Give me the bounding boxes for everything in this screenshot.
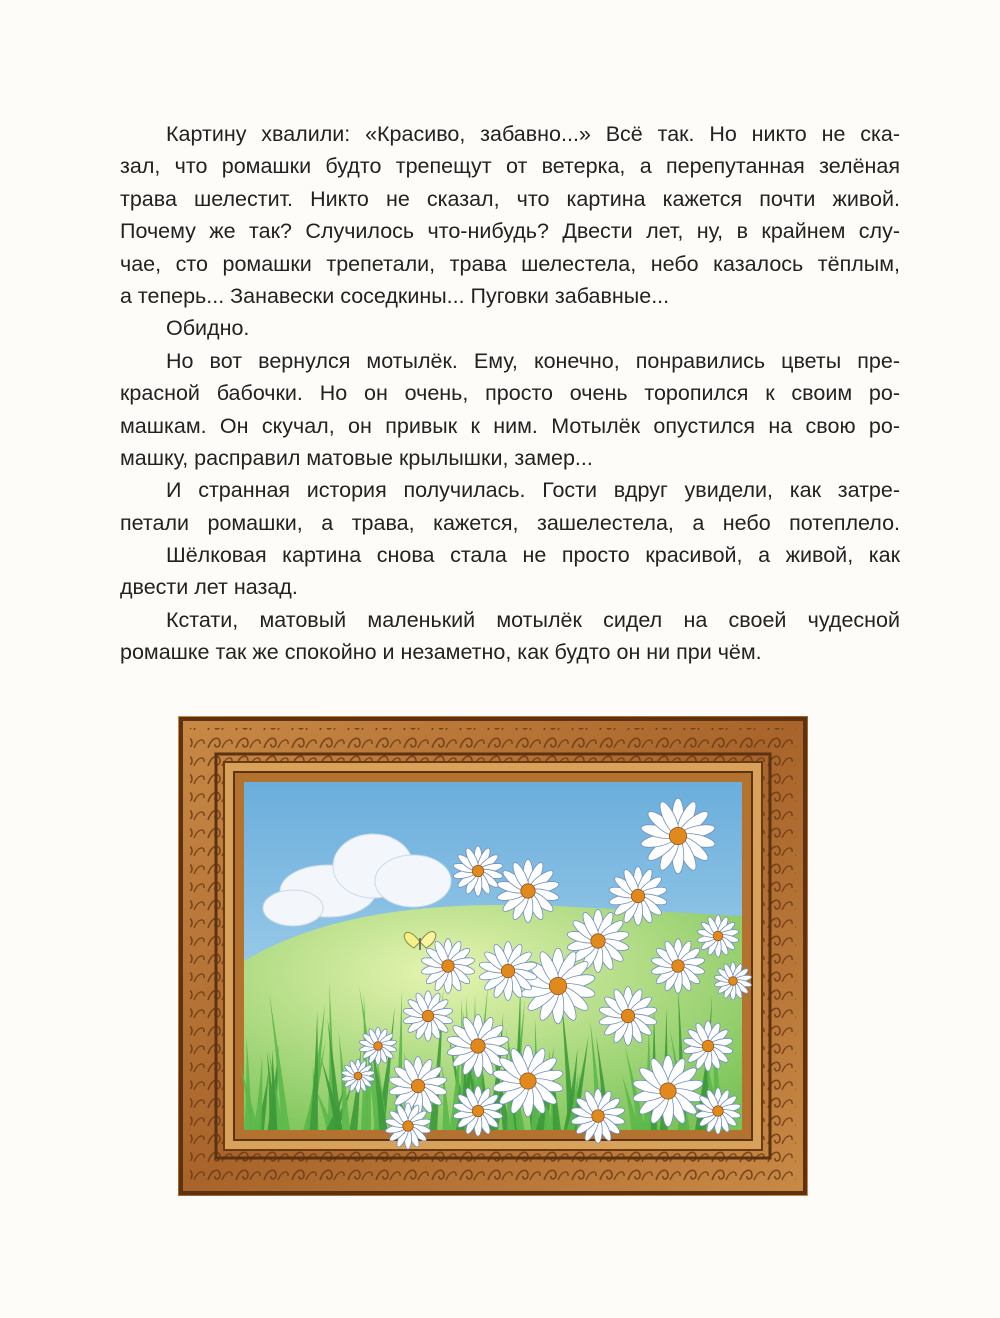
- text-line: Шёлковая картина снова стала не просто красивой, а живой, как: [166, 543, 900, 568]
- painting-canvas: [239, 782, 752, 1149]
- text-line: машку, расправил матовые крылышки, замер...: [120, 445, 593, 470]
- text-line: чае, сто ромашки трепетали, трава шелестела, небо казалось тёплым,: [120, 251, 900, 276]
- text-line: И странная история получилась. Гости вдруг увидели, как затре-: [166, 478, 900, 503]
- story-text: [120, 118, 900, 669]
- text-line: ромашке так же спокойно и незаметно, как будто он ни при чём.: [120, 640, 762, 665]
- text-line: Обидно.: [166, 316, 250, 341]
- framed-painting: [178, 716, 808, 1196]
- text-line: зал, что ромашки будто трепещут от ветерка, а перепутанная зелёная: [120, 154, 900, 179]
- painting-illustration: [178, 716, 808, 1196]
- text-line: петали ромашки, а трава, кажется, зашелестела, а небо потеплело.: [120, 510, 900, 535]
- text-line: а теперь... Занавески соседкины... Пуговки забавные...: [120, 283, 670, 308]
- text-line: Кстати, матовый маленький мотылёк сидел на своей чудесной: [166, 607, 900, 632]
- text-line: Почему же так? Случилось что-нибудь? Двести лет, ну, в крайнем слу-: [120, 219, 900, 244]
- text-line: Но вот вернулся мотылёк. Ему, конечно, понравились цветы пре-: [166, 348, 900, 373]
- text-line: двести лет назад.: [120, 575, 298, 600]
- text-line: красной бабочки. Но он очень, просто очень торопился к своим ро-: [120, 381, 900, 406]
- text-line: Картину хвалили: «Красиво, забавно...» Всё так. Но никто не ска-: [166, 122, 900, 146]
- text-line: машкам. Он скучал, он привык к ним. Мотылёк опустился на свою ро-: [120, 413, 900, 438]
- text-line: трава шелестит. Никто не сказал, что картина кажется почти живой.: [120, 186, 900, 211]
